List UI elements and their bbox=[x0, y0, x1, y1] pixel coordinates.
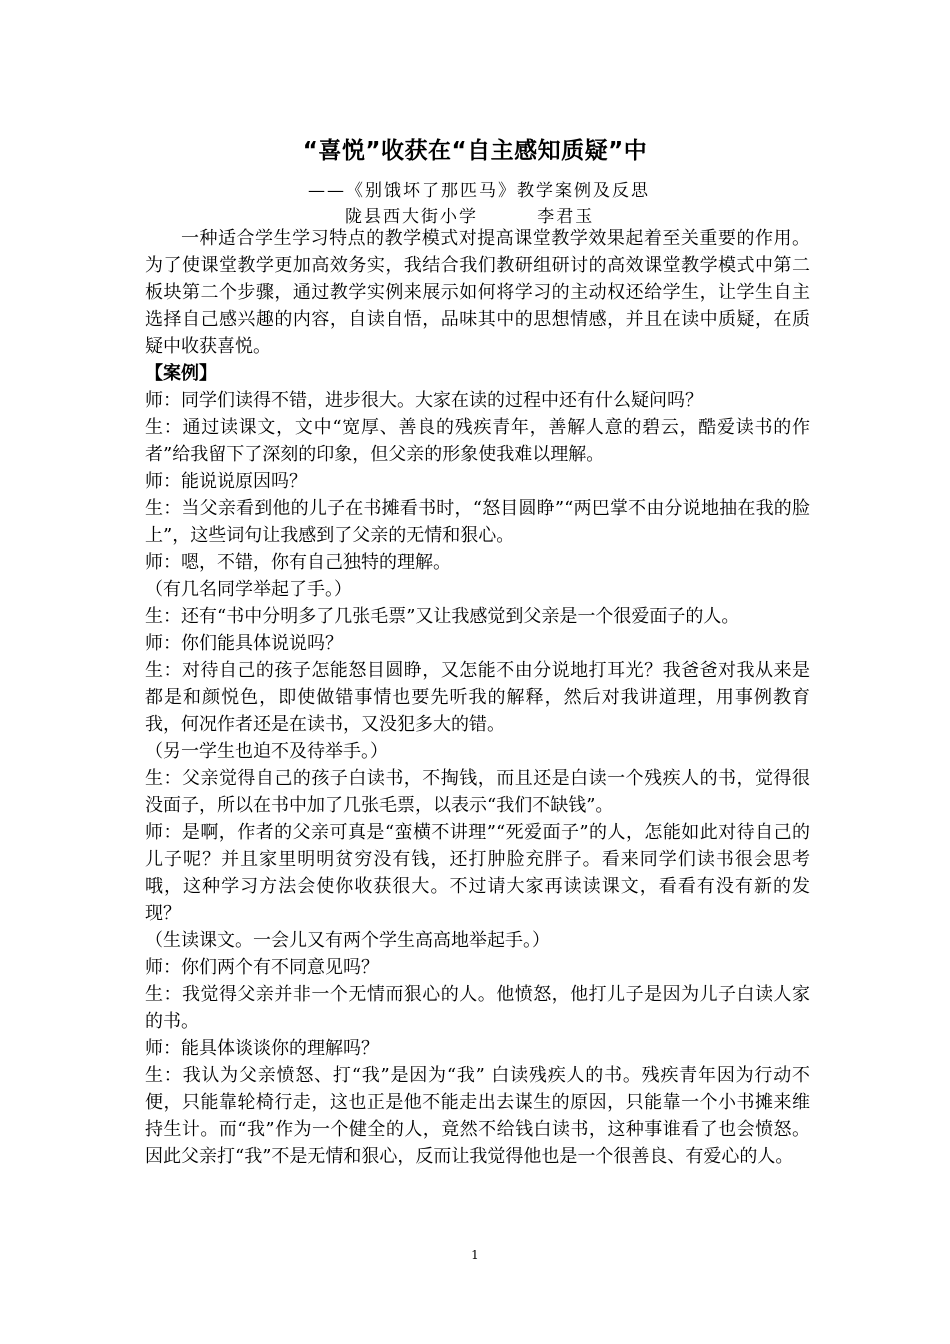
dialogue-line: 生：当父亲看到他的儿子在书摊看书时，“怒目圆睁”“两巴掌不由分说地抽在我的脸上”，这些词句让我感到了父亲的无情和狠心。 bbox=[145, 498, 810, 546]
dialogue-line: 师：嗯，不错，你有自己独特的理解。 bbox=[145, 552, 451, 573]
dialogue-line: 生：我认为父亲愤怒、打“我”是因为“我” 白读残疾人的书。残疾青年因为行动不便，只能靠轮椅行走，这也正是他不能走出去谋生的原因，只能靠一个小书摊来维持生计。而“我”作为一个健全的人，竟然不给钱白读书，这种事谁看了也会愤怒。因此父亲打“我”不是无情和狠心，反而让我觉得他也是一个很善良、有爱心的人。 bbox=[145, 1065, 810, 1167]
dialogue-line: 师：你们两个有不同意见吗？ bbox=[145, 957, 379, 978]
dialogue-line: 生：还有“书中分明多了几张毛票”又让我感觉到父亲是一个很爱面子的人。 bbox=[145, 606, 740, 627]
dialogue-line: 师：能具体谈谈你的理解吗？ bbox=[145, 1038, 379, 1059]
dialogue-line: 师：是啊，作者的父亲可真是“蛮横不讲理”“死爱面子”的人，怎能如此对待自己的儿子呢？并且家里明明贫穷没有钱，还打肿脸充胖子。看来同学们读书很会思考哦，这种学习方法会使你收获很大。不过请大家再读读课文，看看有没有新的发现？ bbox=[145, 822, 810, 924]
dialogue-line: （有几名同学举起了手。） bbox=[145, 579, 352, 600]
dialogue-line: 生：通过读课文，文中“宽厚、善良的残疾青年，善解人意的碧云，酷爱读书的作者”给我留下了深刻的印象，但父亲的形象使我难以理解。 bbox=[145, 417, 810, 465]
dialogue-line: 师：能说说原因吗？ bbox=[145, 471, 307, 492]
dialogue-line: （生读课文。一会儿又有两个学生高高地举起手。） bbox=[145, 930, 550, 951]
dialogue-line: 生：父亲觉得自己的孩子白读书，不掏钱，而且还是白读一个残疾人的书，觉得很没面子，所以在书中加了几张毛票，以表示“我们不缺钱”。 bbox=[145, 768, 810, 816]
dialogue-line: （另一学生也迫不及待举手。） bbox=[145, 741, 388, 762]
subtitle: ——《别饿坏了那匹马》教学案例及反思 bbox=[308, 181, 650, 201]
intro-paragraph: 一种适合学生学习特点的教学模式对提高课堂教学效果起着至关重要的作用。为了使课堂教学更加高效务实，我结合我们教研组研讨的高效课堂教学模式中第二板块第二个步骤，通过教学实例来展示如何将学习的主动权还给学生，让学生自主选择自己感兴趣的内容，自读自悟，品味其中的思想情感，并且在读中质疑，在质疑中收获喜悦。 bbox=[145, 228, 810, 357]
dialogue-line: 生：我觉得父亲并非一个无情而狠心的人。他愤怒，他打儿子是因为儿子白读人家的书。 bbox=[145, 984, 810, 1032]
dialogue-line: 生：对待自己的孩子怎能怒目圆睁，又怎能不由分说地打耳光？我爸爸对我从来是都是和颜悦色，即使做错事情也要先听我的解释，然后对我讲道理，用事例教育我，何况作者还是在读书，又没犯多大的错。 bbox=[145, 660, 810, 735]
dialogue-line: 师：同学们读得不错，进步很大。大家在读的过程中还有什么疑问吗？ bbox=[145, 390, 703, 411]
section-heading: 【案例】 bbox=[145, 363, 217, 384]
author-line: 陇县西大街小学 李君玉 bbox=[345, 207, 595, 227]
body-text bbox=[145, 225, 810, 1170]
page-number: 1 bbox=[471, 1248, 479, 1262]
dialogue-line: 师：你们能具体说说吗？ bbox=[145, 633, 343, 654]
page-title: “喜悦”收获在“自主感知质疑”中 bbox=[302, 138, 648, 164]
